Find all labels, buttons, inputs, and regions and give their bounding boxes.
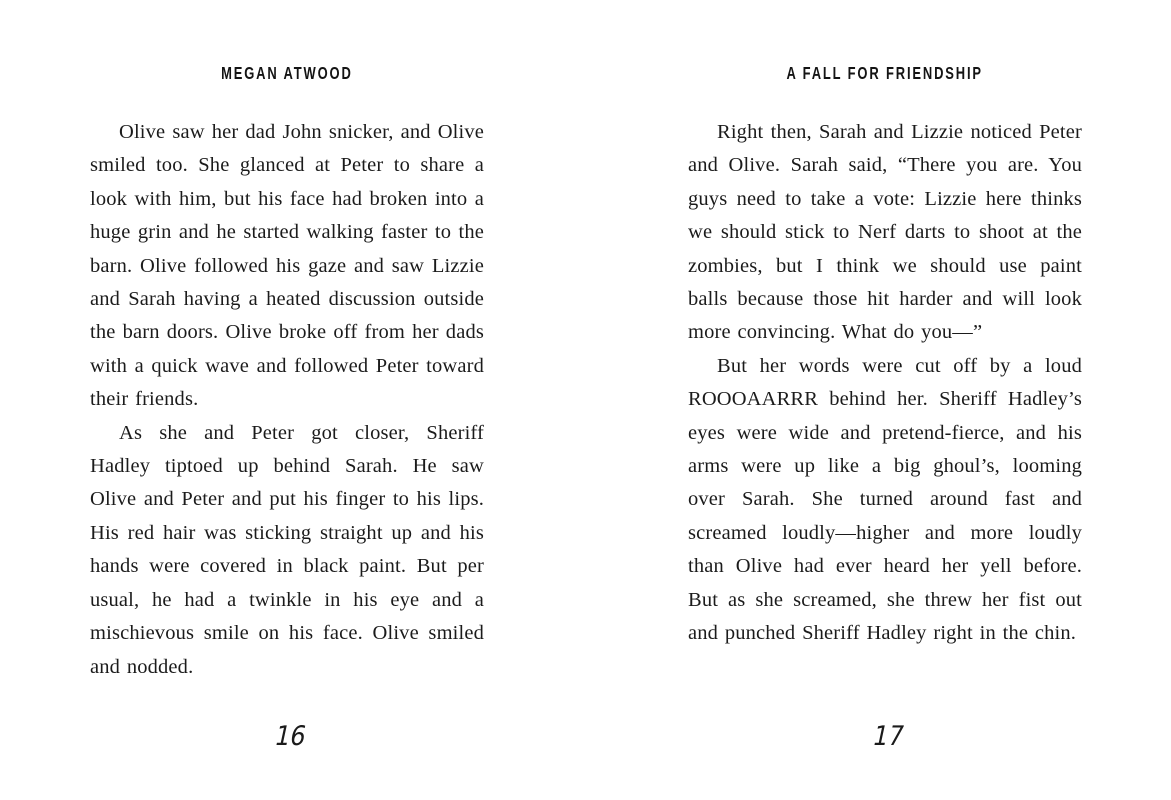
page-left bbox=[90, 0, 484, 800]
paragraph: But her words were cut off by a loud ROOOAARRR behind her. Sheriff Hadley’s eyes were wide and pretend-fierce, and his arms were up like a big ghoul’s, looming over Sarah. She turned around fast and screamed loudly—higher and more loudly than Olive had ever heard her yell before. But as she screamed, she threw her fist out and punched Sheriff Hadley right in the chin. bbox=[688, 354, 1082, 645]
page-left-body bbox=[90, 116, 484, 684]
page-number-right-text: 17 bbox=[869, 721, 907, 752]
page-right-body bbox=[688, 116, 1082, 651]
page-right bbox=[688, 0, 1082, 800]
paragraph: Right then, Sarah and Lizzie noticed Peter and Olive. Sarah said, “There you are. You guys need to take a vote: Lizzie here thinks we should stick to Nerf darts to shoot at the zombies, but I think we should use paint balls because those hit harder and will look more convincing. What do you—” bbox=[688, 121, 1082, 344]
running-head-author-text: MEGAN ATWOOD bbox=[221, 63, 353, 83]
running-head-title bbox=[688, 63, 1082, 85]
running-head-title-text: A FALL FOR FRIENDSHIP bbox=[786, 63, 984, 83]
paragraph: As she and Peter got closer, Sheriff Hadley tiptoed up behind Sarah. He saw Olive and Peter and put his finger to his lips. His red hair was sticking straight up and his hands were covered in black paint. But per usual, he had a twinkle in his eye and a mischievous smile on his face. Olive smiled and nodded. bbox=[90, 421, 484, 678]
page-number-right bbox=[688, 721, 1082, 752]
running-head-author bbox=[90, 63, 484, 85]
paragraph: Olive saw her dad John snicker, and Olive smiled too. She glanced at Peter to share a look with him, but his face had broken into a huge grin and he started walking faster to the barn. Olive followed his gaze and saw Lizzie and Sarah having a heated discussion outside the barn doors. Olive broke off from her dads with a quick wave and followed Peter toward their friends. bbox=[90, 121, 484, 411]
page-number-left-text: 16 bbox=[271, 721, 309, 752]
page-number-left bbox=[90, 721, 484, 752]
